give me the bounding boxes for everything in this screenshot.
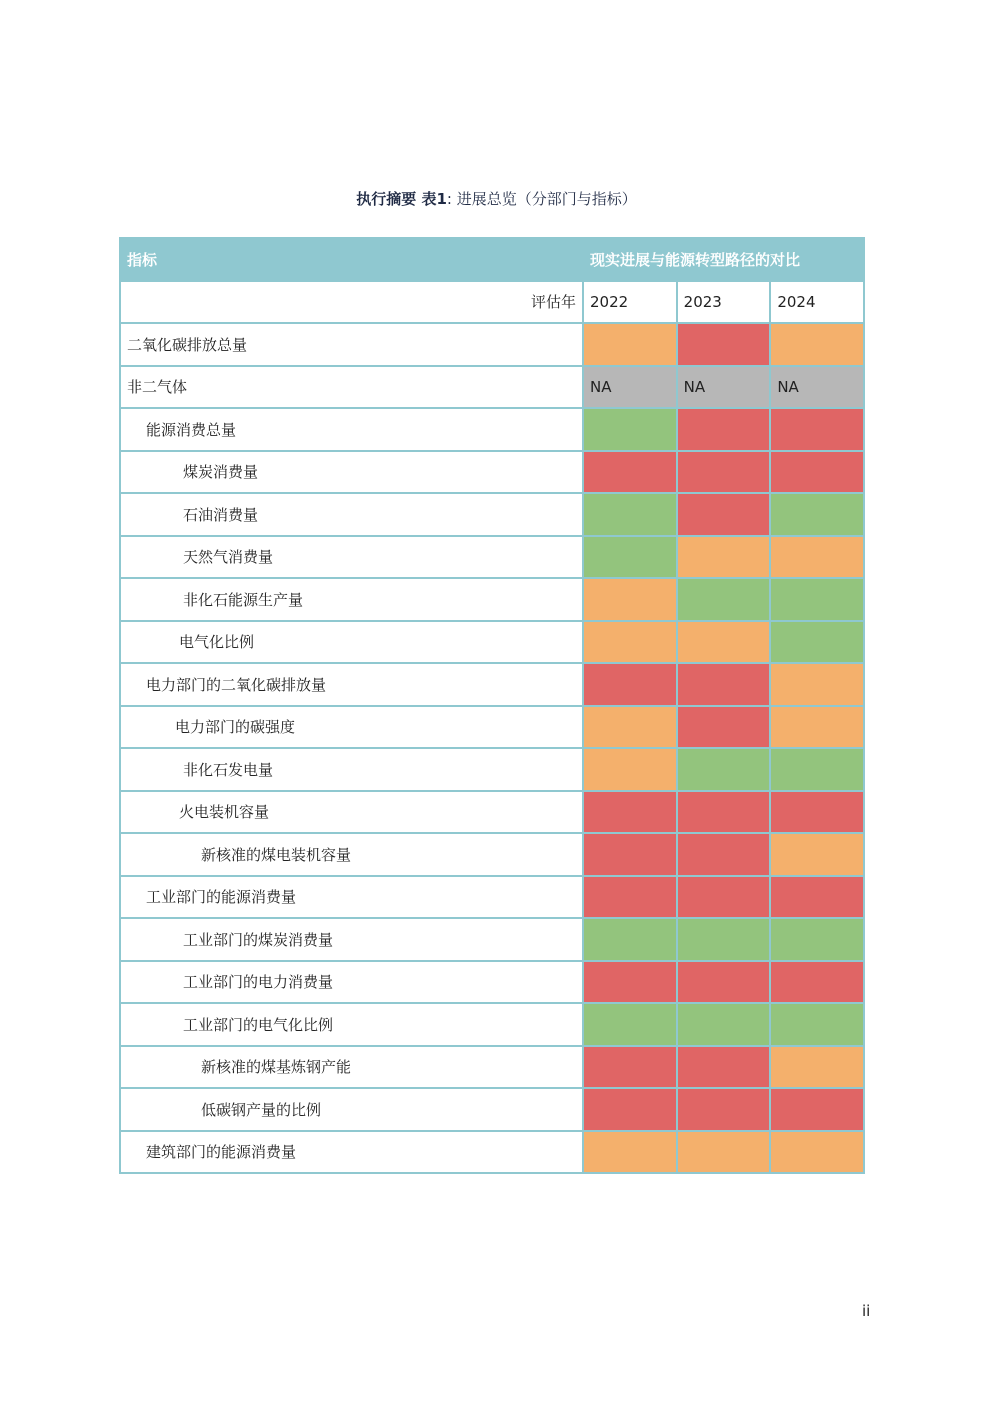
status-cell-2022 [583,791,677,834]
status-cell-2023 [677,451,771,494]
status-cell-2022 [583,961,677,1004]
year-2023: 2023 [677,281,771,324]
status-cell-2023 [677,1131,771,1174]
status-cell-2024 [770,791,864,834]
indicator-label: 建筑部门的能源消费量 [120,1131,583,1174]
table-row [120,323,864,366]
status-cell-2023 [677,791,771,834]
indicator-label: 石油消费量 [120,493,583,536]
status-cell-2023 [677,918,771,961]
status-cell-2024 [770,748,864,791]
status-cell-2023 [677,493,771,536]
caption-title: : 进展总览（分部门与指标） [446,190,637,208]
progress-summary-table [119,237,865,1174]
indicator-label: 工业部门的电气化比例 [120,1003,583,1046]
table-row [120,1046,864,1089]
status-cell-2023 [677,706,771,749]
table-row [120,1003,864,1046]
status-cell-2023 [677,323,771,366]
status-cell-2024 [770,578,864,621]
status-cell-2024 [770,1003,864,1046]
status-cell-2024 [770,876,864,919]
status-cell-2024 [770,663,864,706]
status-cell-2022 [583,918,677,961]
table-row [120,1088,864,1131]
table-row [120,536,864,579]
status-cell-2024: NA [770,366,864,409]
status-cell-2022 [583,706,677,749]
status-cell-2024 [770,493,864,536]
table-row [120,876,864,919]
table-caption [0,188,993,209]
indicator-label: 火电装机容量 [120,791,583,834]
status-cell-2024 [770,536,864,579]
status-cell-2022 [583,408,677,451]
status-cell-2022 [583,493,677,536]
indicator-label: 工业部门的煤炭消费量 [120,918,583,961]
table-row [120,621,864,664]
table-row [120,833,864,876]
status-cell-2024 [770,833,864,876]
table-row [120,1131,864,1174]
status-cell-2022 [583,833,677,876]
status-cell-2023 [677,748,771,791]
table-row [120,451,864,494]
indicator-label: 二氧化碳排放总量 [120,323,583,366]
indicator-label: 非化石能源生产量 [120,578,583,621]
table-row [120,663,864,706]
status-cell-2024 [770,323,864,366]
status-cell-2022 [583,876,677,919]
table-row [120,578,864,621]
status-cell-2023 [677,833,771,876]
year-label: 评估年 [120,281,583,324]
status-cell-2023 [677,1088,771,1131]
table-header-row [120,238,864,281]
status-cell-2023 [677,578,771,621]
indicator-label: 非二气体 [120,366,583,409]
status-cell-2022 [583,323,677,366]
header-comparison: 现实进展与能源转型路径的对比 [583,238,864,281]
indicator-label: 新核准的煤基炼钢产能 [120,1046,583,1089]
caption-label: 执行摘要 表1 [356,190,447,208]
indicator-label: 工业部门的能源消费量 [120,876,583,919]
table-row [120,706,864,749]
status-cell-2022 [583,451,677,494]
indicator-label: 非化石发电量 [120,748,583,791]
status-cell-2023 [677,961,771,1004]
status-cell-2023: NA [677,366,771,409]
status-cell-2024 [770,1088,864,1131]
status-cell-2022 [583,1131,677,1174]
indicator-label: 电力部门的二氧化碳排放量 [120,663,583,706]
status-cell-2023 [677,1003,771,1046]
status-cell-2023 [677,536,771,579]
status-cell-2022 [583,1003,677,1046]
indicator-label: 电力部门的碳强度 [120,706,583,749]
status-cell-2023 [677,663,771,706]
header-indicator: 指标 [120,238,583,281]
status-cell-2022 [583,536,677,579]
status-cell-2022 [583,1088,677,1131]
indicator-label: 电气化比例 [120,621,583,664]
table-row [120,961,864,1004]
table-row [120,791,864,834]
status-cell-2024 [770,1046,864,1089]
status-cell-2024 [770,408,864,451]
status-cell-2023 [677,621,771,664]
status-cell-2022 [583,1046,677,1089]
indicator-label: 煤炭消费量 [120,451,583,494]
status-cell-2023 [677,876,771,919]
status-cell-2024 [770,961,864,1004]
table-row [120,493,864,536]
page-number: ii [862,1302,871,1320]
table-row [120,918,864,961]
status-cell-2024 [770,706,864,749]
status-cell-2023 [677,408,771,451]
status-cell-2024 [770,1131,864,1174]
table-row [120,748,864,791]
indicator-label: 新核准的煤电装机容量 [120,833,583,876]
status-cell-2024 [770,918,864,961]
status-cell-2024 [770,621,864,664]
year-2022: 2022 [583,281,677,324]
status-cell-2022: NA [583,366,677,409]
indicator-label: 低碳钢产量的比例 [120,1088,583,1131]
status-cell-2022 [583,578,677,621]
year-2024: 2024 [770,281,864,324]
table-row [120,408,864,451]
status-cell-2022 [583,621,677,664]
status-cell-2022 [583,663,677,706]
indicator-label: 天然气消费量 [120,536,583,579]
indicator-label: 工业部门的电力消费量 [120,961,583,1004]
year-row [120,281,864,324]
status-cell-2023 [677,1046,771,1089]
status-cell-2022 [583,748,677,791]
table-row [120,366,864,409]
indicator-label: 能源消费总量 [120,408,583,451]
status-cell-2024 [770,451,864,494]
